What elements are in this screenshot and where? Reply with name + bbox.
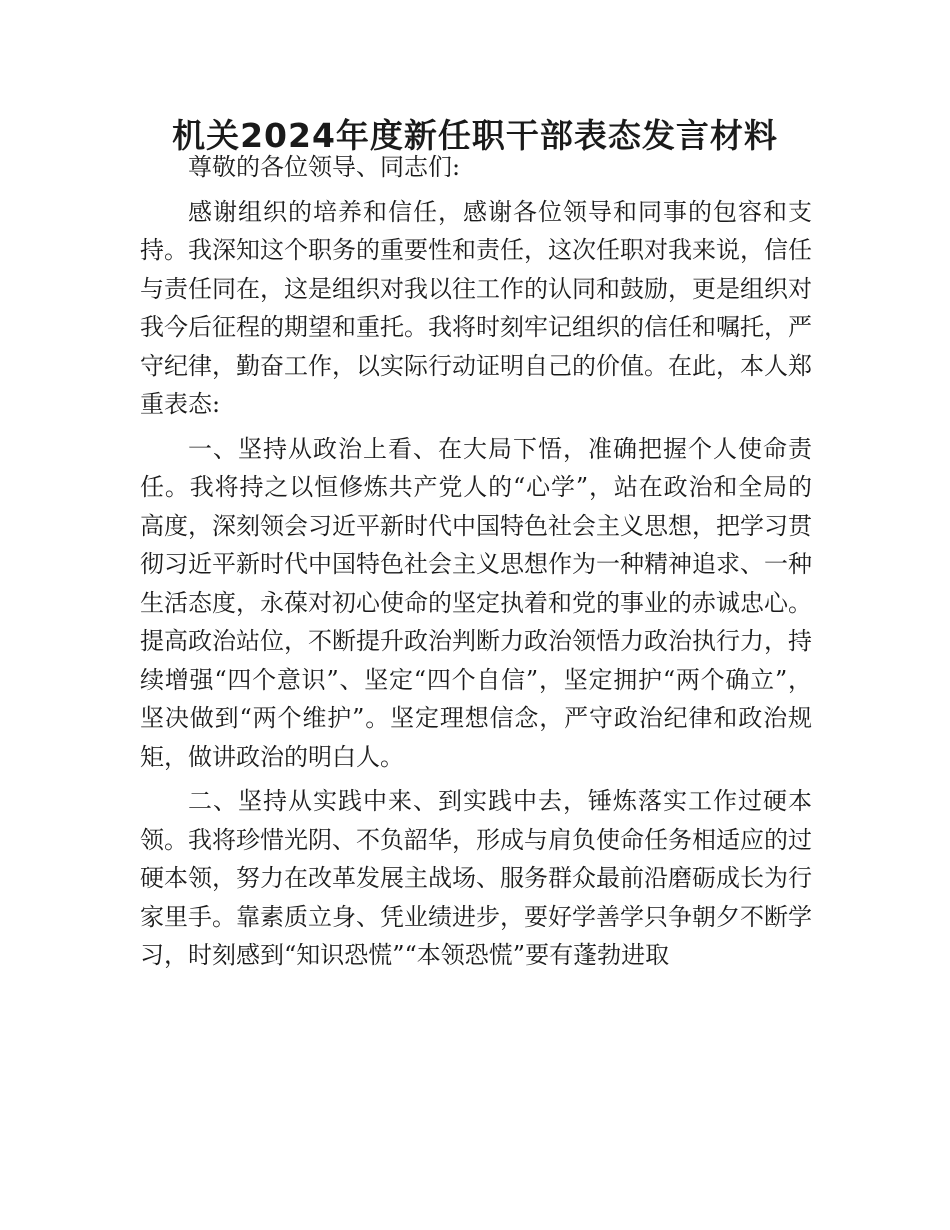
paragraph-point-one: 一、坚持从政治上看、在大局下悟，准确把握个人使命责任。我将持之以恒修炼共产党人的“心学”，站在政治和全局的高度，深刻领会习近平新时代中国特色社会主义思想，把学习贯彻习近平新时代中国特色社会主义思想作为一种精神追求、一种生活态度，永葆对初心使命的坚定执着和党的事业的赤诚忠心。提高政治站位，不断提升政治判断力政治领悟力政治执行力，持续增强“四个意识”、坚定“四个自信”，坚定拥护“两个确立”，坚决做到“两个维护”。坚定理想信念，严守政治纪律和政治规矩，做讲政治的明白人。 bbox=[140, 434, 812, 771]
paragraph-point-two: 二、坚持从实践中来、到实践中去，锤炼落实工作过硬本领。我将珍惜光阴、不负韶华，形成与肩负使命任务相适应的过硬本领，努力在改革发展主战场、服务群众最前沿磨砺成长为行家里手。靠素质立身、凭业绩进步，要好学善学只争朝夕不断学习，时刻感到“知识恐慌”“本领恐慌”要有蓬勃进取 bbox=[140, 787, 812, 969]
document-title: 机关2024年度新任职干部表态发言材料 bbox=[172, 116, 778, 155]
paragraph-intro: 感谢组织的培养和信任，感谢各位领导和同事的包容和支持。我深知这个职务的重要性和责任，这次任职对我来说，信任与责任同在，这是组织对我以往工作的认同和鼓励，更是组织对我今后征程的期望和重托。我将时刻牢记组织的信任和嘱托，严守纪律，勤奋工作，以实际行动证明自己的价值。在此，本人郑重表态: bbox=[140, 197, 812, 418]
document-body bbox=[140, 148, 812, 981]
salutation: 尊敬的各位领导、同志们: bbox=[188, 153, 461, 181]
